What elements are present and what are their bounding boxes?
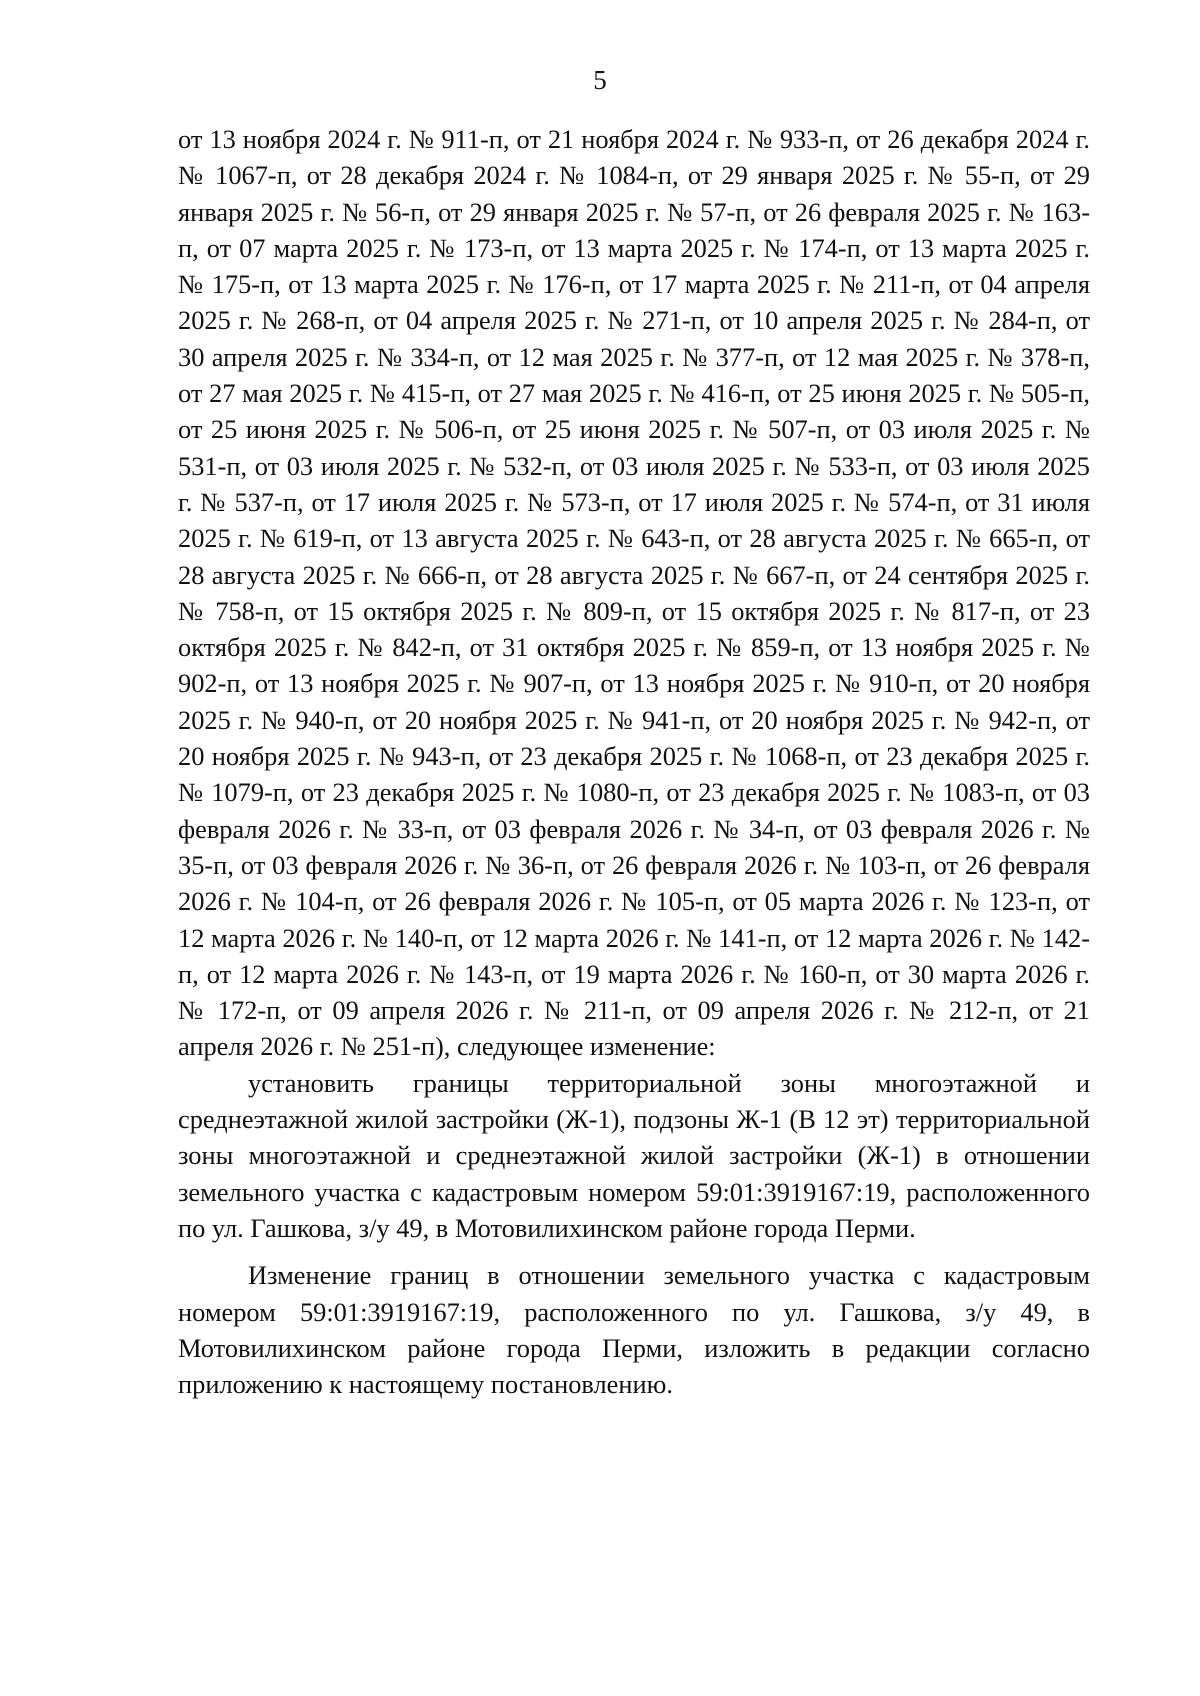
paragraph-boundary-change: Изменение границ в отношении земельного участка с кадастровым номером 59:01:3919167:19, расположенного по ул. Гашкова, з/у 49, в Мотовилихинском районе города Перми, изложить в редакции согласно приложению к настоящему постановлению. bbox=[178, 1260, 1090, 1400]
paragraph-amendment-list: от 13 ноября 2024 г. № 911-п, от 21 ноября 2024 г. № 933-п, от 26 декабря 2024 г. № 1067-п, от 28 декабря 2024 г. № 1084-п, от 29 января 2025 г. № 55-п, от 29 января 2025 г. № 56-п, от 29 января 2025 г. № 57-п, от 26 февраля 2025 г. № 163-п, от 07 марта 2025 г. № 173-п, от 13 марта 2025 г. № 174-п, от 13 марта 2025 г. № 175-п, от 13 марта 2025 г. № 176-п, от 17 марта 2025 г. № 211-п, от 04 апреля 2025 г. № 268-п, от 04 апреля 2025 г. № 271-п, от 10 апреля 2025 г. № 284-п, от 30 апреля 2025 г. № 334-п, от 12 мая 2025 г. № 377-п, от 12 мая 2025 г. № 378-п, от 27 мая 2025 г. № 415-п, от 27 мая 2025 г. № 416-п, от 25 июня 2025 г. № 505-п, от 25 июня 2025 г. № 506-п, от 25 июня 2025 г. № 507-п, от 03 июля 2025 г. № 531-п, от 03 июля 2025 г. № 532-п, от 03 июля 2025 г. № 533-п, от 03 июля 2025 г. № 537-п, от 17 июля 2025 г. № 573-п, от 17 июля 2025 г. № 574-п, от 31 июля 2025 г. № 619-п, от 13 августа 2025 г. № 643-п, от 28 августа 2025 г. № 665-п, от 28 августа 2025 г. № 666-п, от 28 августа 2025 г. № 667-п, от 24 сентября 2025 г. № 758-п, от 15 октября 2025 г. № 809-п, от 15 октября 2025 г. № 817-п, от 23 октября 2025 г. № 842-п, от 31 октября 2025 г. № 859-п, от 13 ноября 2025 г. № 902-п, от 13 ноября 2025 г. № 907-п, от 13 ноября 2025 г. № 910-п, от 20 ноября 2025 г. № 940-п, от 20 ноября 2025 г. № 941-п, от 20 ноября 2025 г. № 942-п, от 20 ноября 2025 г. № 943-п, от 23 декабря 2025 г. № 1068-п, от 23 декабря 2025 г. № 1079-п, от 23 декабря 2025 г. № 1080-п, от 23 декабря 2025 г. № 1083-п, от 03 февраля 2026 г. № 33-п, от 03 февраля 2026 г. № 34-п, от 03 февраля 2026 г. № 35-п, от 03 февраля 2026 г. № 36-п, от 26 февраля 2026 г. № 103-п, от 26 февраля 2026 г. № 104-п, от 26 февраля 2026 г. № 105-п, от 05 марта 2026 г. № 123-п, от 12 марта 2026 г. № 140-п, от 12 марта 2026 г. № 141-п, от 12 марта 2026 г. № 142-п, от 12 марта 2026 г. № 143-п, от 19 марта 2026 г. № 160-п, от 30 марта 2026 г. № 172-п, от 09 апреля 2026 г. № 211-п, от 09 апреля 2026 г. № 212-п, от 21 апреля 2026 г. № 251-п), следующее изменение: bbox=[178, 124, 1090, 1062]
page-number: 5 bbox=[593, 65, 607, 95]
document-body bbox=[178, 121, 1090, 1402]
paragraph-zone-boundaries: установить границы территориальной зоны многоэтажной и среднеэтажной жилой застройки (Ж-1), подзоны Ж-1 (В 12 эт) территориальной зоны многоэтажной и среднеэтажной жилой застройки (Ж-1) в отношении земельного участка с кадастровым номером 59:01:3919167:19, расположенного по ул. Гашкова, з/у 49, в Мотовилихинском районе города Перми. bbox=[178, 1067, 1090, 1243]
